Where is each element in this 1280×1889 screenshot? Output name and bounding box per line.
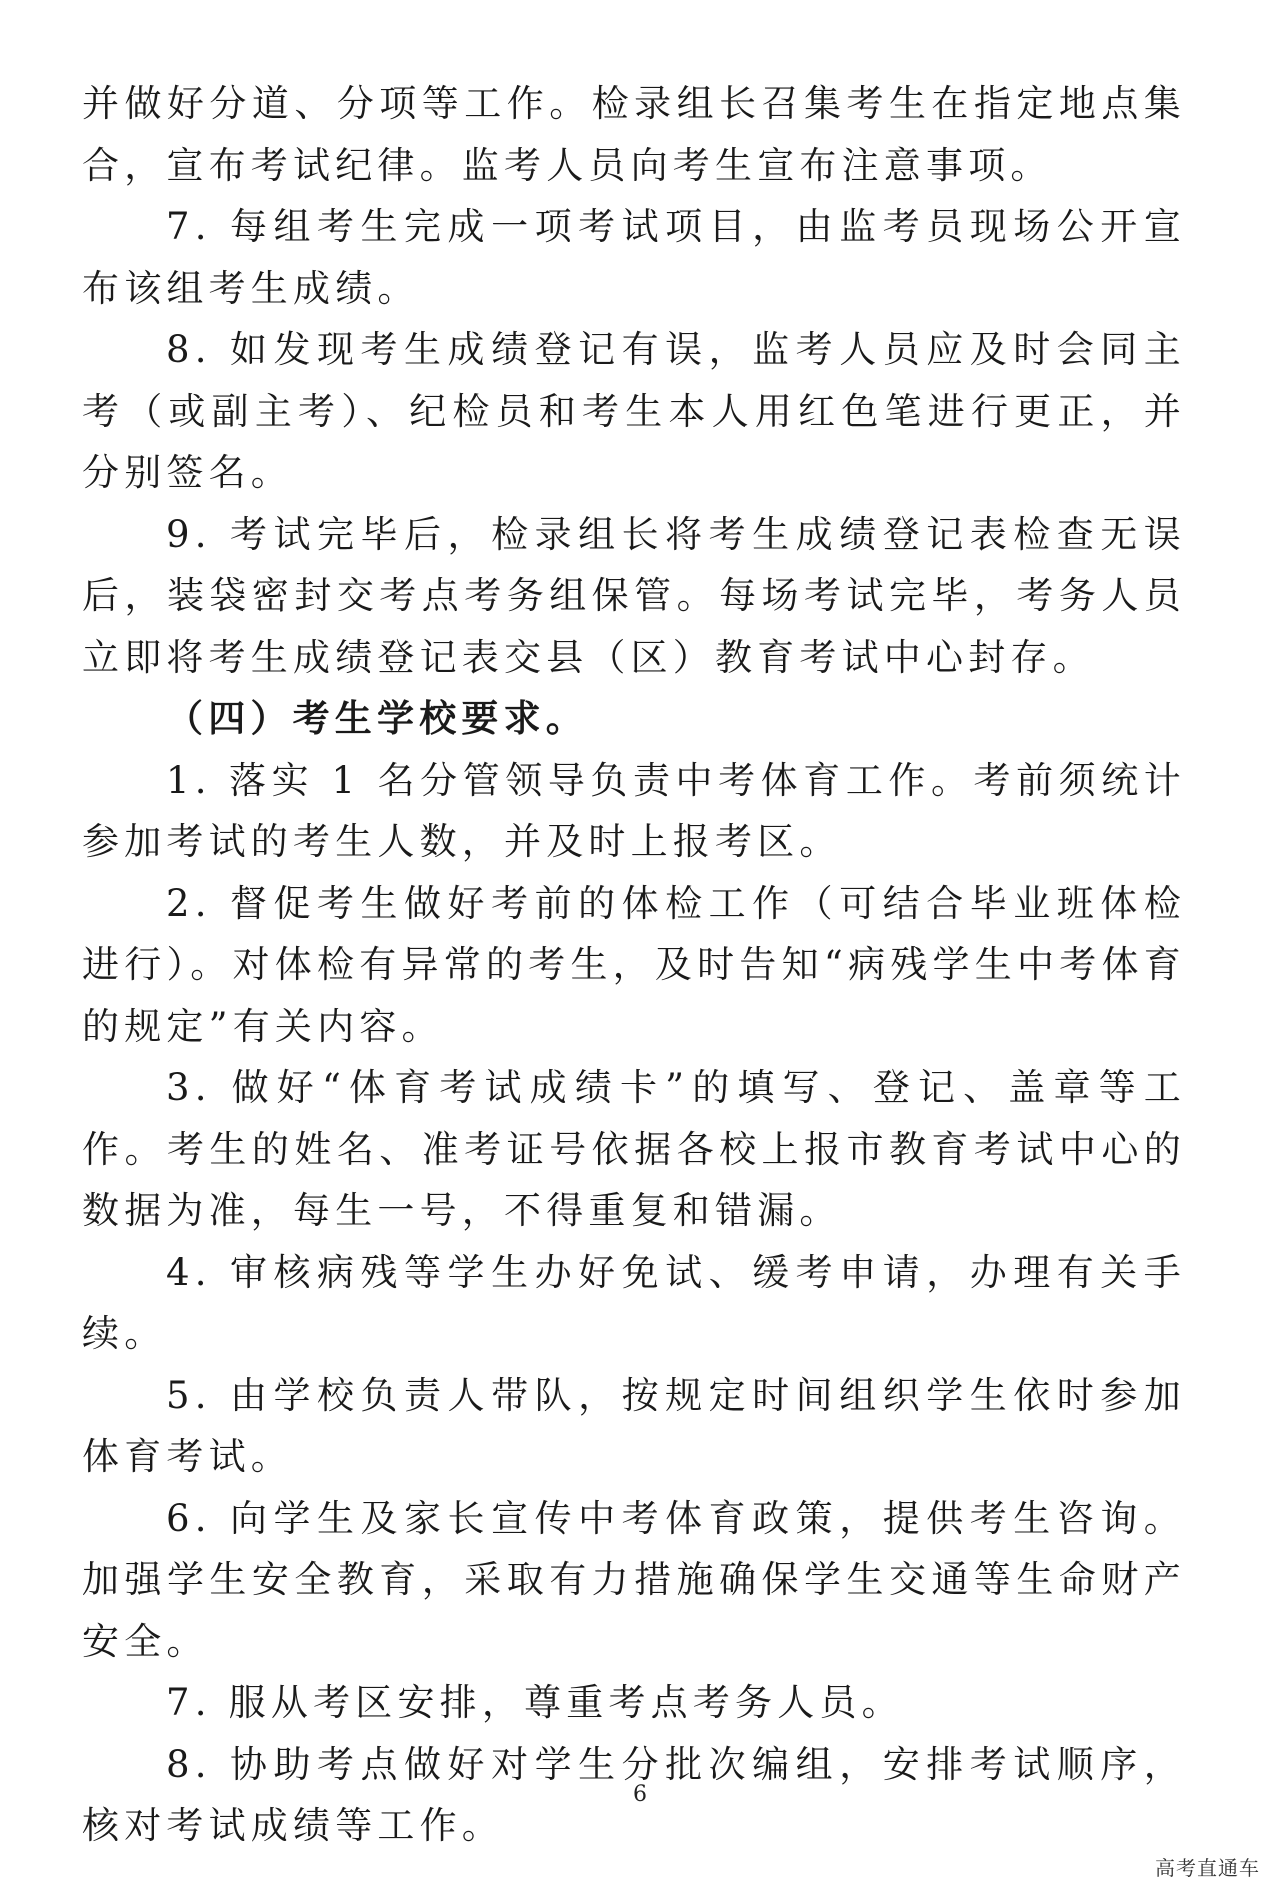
paragraph-school-item-6: 6. 向学生及家长宣传中考体育政策，提供考生咨询。加强学生安全教育，采取有力措施确保学生交通等生命财产安全。 <box>82 1496 1186 1663</box>
paragraph-school-item-4: 4. 审核病残等学生办好免试、缓考申请，办理有关手续。 <box>82 1250 1186 1355</box>
paragraph-school-item-3: 3. 做好“体育考试成绩卡”的填写、登记、盖章等工作。考生的姓名、准考证号依据各校上报市教育考试中心的数据为准，每生一号，不得重复和错漏。 <box>82 1066 1186 1232</box>
paragraph-school-item-1: 1. 落实 1 名分管领导负责中考体育工作。考前须统计参加考试的考生人数，并及时上报考区。 <box>82 758 1186 863</box>
section-heading-school-requirements: （四）考生学校要求。 <box>166 696 588 740</box>
paragraph-school-item-2: 2. 督促考生做好考前的体检工作（可结合毕业班体检进行）。对体检有异常的考生，及时告知“病残学生中考体育的规定”有关内容。 <box>82 881 1186 1048</box>
paragraph-item-7-exam-results: 7. 每组考生完成一项考试项目，由监考员现场公开宣布该组考生成绩。 <box>82 205 1186 310</box>
watermark-text: 高考直通车 <box>1155 1856 1260 1880</box>
paragraph-item-8-correction: 8. 如发现考生成绩登记有误，监考人员应及时会同主考（或副主考）、纪检员和考生本人用红色笔进行更正，并分别签名。 <box>82 328 1186 494</box>
paragraph-school-item-8: 8. 协助考点做好对学生分批次编组，安排考试顺序，核对考试成绩等工作。 <box>82 1742 1186 1847</box>
page-number: 6 <box>633 1782 647 1807</box>
paragraph-school-item-5: 5. 由学校负责人带队，按规定时间组织学生依时参加体育考试。 <box>82 1373 1186 1478</box>
document-body <box>82 73 1186 1857</box>
paragraph-item-9-sealing: 9. 考试完毕后，检录组长将考生成绩登记表检查无误后，装袋密封交考点考务组保管。每场考试完毕，考务人员立即将考生成绩登记表交县（区）教育考试中心封存。 <box>82 512 1186 679</box>
paragraph-school-item-7: 7. 服从考区安排，尊重考点考务人员。 <box>166 1681 904 1724</box>
paragraph-continuation: 并做好分道、分项等工作。检录组长召集考生在指定地点集合，宣布考试纪律。监考人员向考生宣布注意事项。 <box>82 82 1186 187</box>
